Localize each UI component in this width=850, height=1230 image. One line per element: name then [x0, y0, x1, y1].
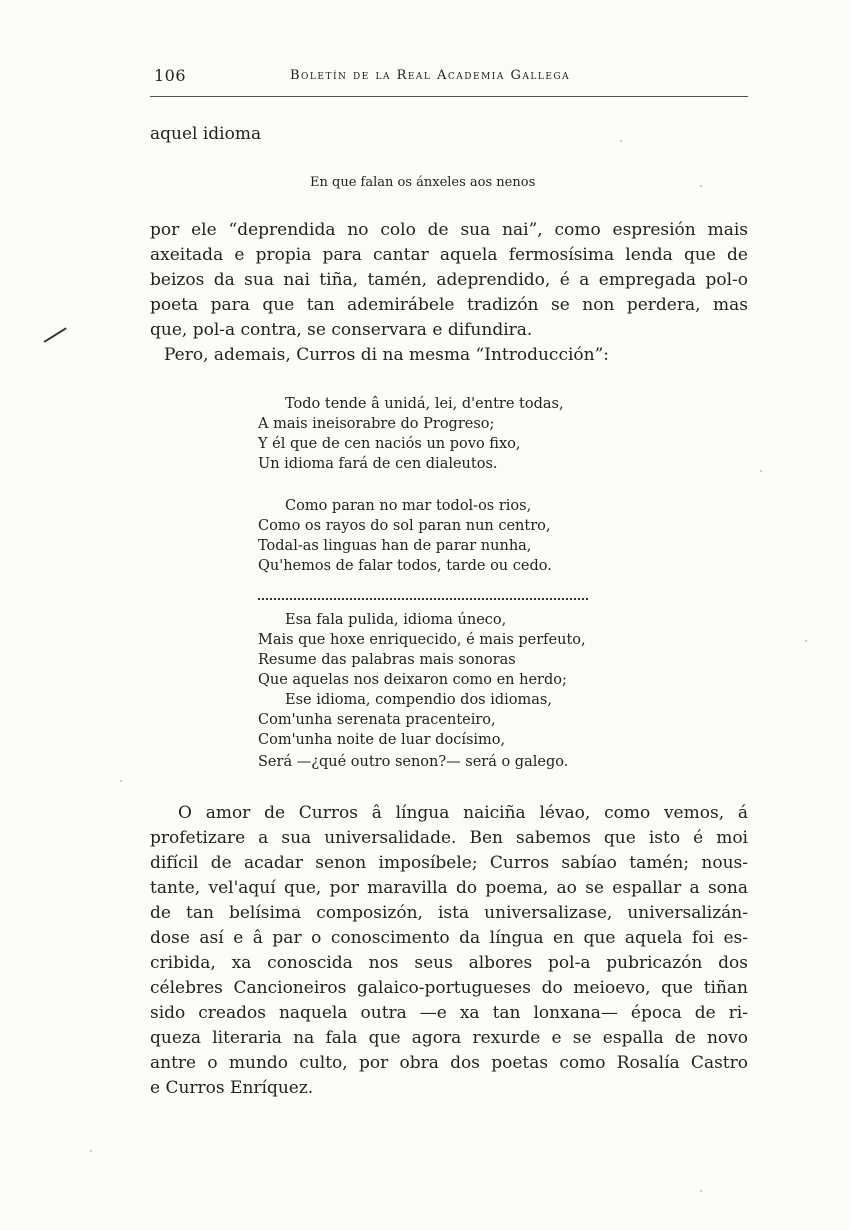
scan-speck	[760, 470, 762, 472]
text-line: difícil de acadar senon imposíbele; Curros sabíao tamén; nous-	[150, 853, 748, 873]
verse-line: Ese idioma, compendio dos idiomas,	[285, 692, 552, 708]
text-line: e Curros Enríquez.	[150, 1078, 314, 1098]
scan-speck	[805, 640, 807, 642]
text-line: por ele “deprendida no colo de sua nai”, como espresión mais	[150, 220, 748, 240]
verse-line: Resume das palabras mais sonoras	[258, 652, 516, 668]
text-line: tante, vel'aquí que, por maravilla do poema, ao se espallar a sona	[150, 878, 748, 898]
verse-line: Y él que de cen naciós un povo fixo,	[258, 436, 521, 452]
verse-line: Qu'hemos de falar todos, tarde ou cedo.	[258, 558, 552, 574]
verse-line: Com'unha noite de luar docísimo,	[258, 732, 506, 748]
text-line: de tan belísima composizón, ista universalizase, universalizán-	[150, 903, 748, 923]
verse-line: Todo tende â unidá, lei, d'entre todas,	[285, 396, 564, 412]
text-line: O amor de Curros â língua naiciña lévao, como vemos, á	[178, 803, 748, 823]
running-head: Boletín de la Real Academia Gallega	[290, 68, 571, 83]
scan-speck	[90, 1150, 92, 1152]
verse-line: Com'unha serenata pracenteiro,	[258, 712, 496, 728]
text-line: antre o mundo culto, por obra dos poetas como Rosalía Castro	[150, 1053, 748, 1073]
quoted-verse-caption: En que falan os ánxeles aos nenos	[310, 175, 536, 190]
text-line: célebres Cancioneiros galaico-portugueses do meioevo, que tiñan	[150, 978, 748, 998]
scan-speck	[620, 140, 622, 142]
verse-line: Un idioma fará de cen dialeutos.	[258, 456, 498, 472]
text-line: dose así e â par o conoscimento da língua en que aquela foi es-	[150, 928, 748, 948]
scan-speck	[700, 185, 702, 187]
ellipsis-dotted-line	[258, 584, 588, 600]
scan-speck	[120, 780, 122, 782]
margin-pencil-mark	[44, 327, 67, 342]
verse-line: Será —¿qué outro senon?— será o galego.	[258, 754, 569, 770]
page-header	[150, 66, 748, 90]
verse-line: Que aquelas nos deixaron como en herdo;	[258, 672, 567, 688]
text-line: aquel idioma	[150, 124, 262, 144]
page-number: 106	[154, 66, 187, 85]
header-rule	[150, 96, 748, 97]
text-line: axeitada e propia para cantar aquela fermosísima lenda que de	[150, 245, 748, 265]
text-line: que, pol-a contra, se conservara e difundira.	[150, 320, 533, 340]
verse-line: Todal-as linguas han de parar nunha,	[258, 538, 532, 554]
text-line: poeta para que tan ademirábele tradizón se non perdera, mas	[150, 295, 748, 315]
text-line: beizos da sua nai tiña, tamén, adeprendido, é a empregada pol-o	[150, 270, 748, 290]
text-line: sido creados naquela outra —e xa tan lonxana— época de ri-	[150, 1003, 748, 1023]
text-line: profetizare a sua universalidade. Ben sabemos que isto é moi	[150, 828, 748, 848]
verse-line: Como paran no mar todol-os rios,	[285, 498, 532, 514]
text-line: queza literaria na fala que agora rexurde e se espalla de novo	[150, 1028, 748, 1048]
text-line: cribida, xa conoscida nos seus albores pol-a pubricazón dos	[150, 953, 748, 973]
verse-line: Esa fala pulida, idioma úneco,	[285, 612, 507, 628]
verse-line: Mais que hoxe enriquecido, é mais perfeuto,	[258, 632, 586, 648]
scan-speck	[700, 1190, 702, 1192]
text-line: Pero, ademais, Curros di na mesma “Introducción”:	[164, 345, 610, 365]
verse-line: A mais ineisorabre do Progreso;	[258, 416, 495, 432]
verse-line: Como os rayos do sol paran nun centro,	[258, 518, 551, 534]
